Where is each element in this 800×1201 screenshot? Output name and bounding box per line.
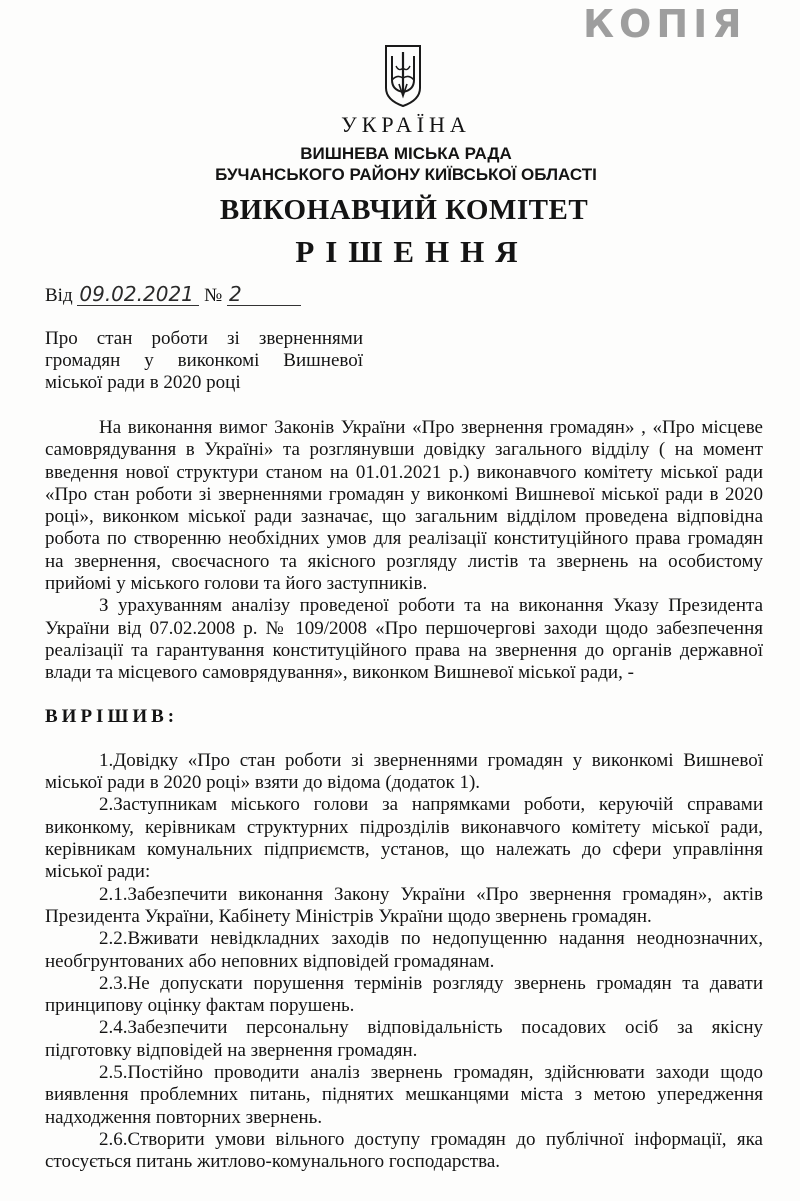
decision-item-2-3: 2.3.Не допускати порушення термінів розгляду звернень громадян та давати принципову оцінку фактам порушень. <box>45 972 763 1017</box>
subject-line: громадян у виконкомі Вишневої <box>45 350 363 371</box>
date-value: 09.02.2021 <box>77 283 199 306</box>
decision-item-2-6: 2.6.Створити умови вільного доступу громадян до публічної інформації, яка стосується питань житлово-комунального господарства. <box>45 1128 763 1173</box>
date-number-line <box>45 283 301 307</box>
date-label: Від <box>45 285 73 306</box>
document-body <box>45 417 763 1174</box>
number-label: № <box>204 285 223 306</box>
decision-item-2-2: 2.2.Вживати невідкладних заходів по недопущенню надання неоднозначних, необгрунтованих або неповних відповідей громадянам. <box>45 928 763 972</box>
decision-item-2-4: 2.4.Забезпечити персональну відповідальність посадових осіб за якісну підготовку відповідей на звернення громадян. <box>45 1017 763 1061</box>
council-name: ВИШНЕВА МІСЬКА РАДА <box>300 144 512 163</box>
council-heading <box>6 143 800 185</box>
subject-block <box>45 328 363 394</box>
decision-item-2: 2.Заступникам міського голови за напрямками роботи, керуючій справами виконкому, керівникам структурних підрозділів виконавчого комітету міської ради, керівникам комунальних підприємств, установ, що належать до сфери управління міської ради: <box>45 794 763 883</box>
decision-item-1: 1.Довідку «Про стан роботи зі зверненнями громадян у виконкомі Вишневої міської ради в 2020 році» взяти до відома (додаток 1). <box>45 749 763 794</box>
decision-item-2-5: 2.5.Постійно проводити аналіз звернень громадян, здійснювати заходи щодо виявлення проблемних питань, піднятих мешканцями міста з метою упередження надходження повторних звернень. <box>45 1062 763 1128</box>
subject-line: міської ради в 2020 році <box>45 372 241 393</box>
decision-title: РІШЕННЯ <box>295 234 529 269</box>
decision-item-2-1: 2.1.Забезпечити виконання Закону України «Про звернення громадян», актів Президента України, Кабінету Міністрів України щодо звернень громадян. <box>45 883 763 927</box>
number-value: 2 <box>227 283 301 306</box>
preamble-paragraph: На виконання вимог Законів України «Про звернення громадян» , «Про місцеве самоврядування в Україні» та розглянувши довідку загального відділу ( на момент введення нової структури станом на 01.01.2021 р.) виконавчого комітету міської ради «Про стан роботи зі зверненнями громадян у виконкомі Вишневої міської ради в 2020 році», виконком міської ради зазначає, що загальним відділом проведена відповідна робота по створенню необхідних умов для реалізації конституційного права громадян на звернення, своєчасного та якісного розгляду листів та звернень на особистому прийомі у міського голови та його заступників. <box>45 417 763 595</box>
subject-line: Про стан роботи зі зверненнями <box>45 328 363 349</box>
legal-basis-paragraph: З урахуванням аналізу проведеної роботи та на виконання Указу Президента України від 07.02.2008 р. № 109/2008 «Про першочергові заходи щодо забезпечення реалізації та гарантування конституційного права на звернення до органів державної влади та місцевого самоврядування», виконком Вишневої міської ради, - <box>45 595 763 684</box>
committee-heading: ВИКОНАВЧИЙ КОМІТЕТ <box>219 194 589 226</box>
council-district: БУЧАНСЬКОГО РАЙОНУ КИЇВСЬКОЇ ОБЛАСТІ <box>215 165 597 184</box>
copy-stamp: КОПІЯ <box>583 2 747 46</box>
country-heading: УКРАЇНА <box>341 112 471 137</box>
resolve-heading: ВИРІШИВ: <box>45 705 179 727</box>
trident-emblem-icon <box>383 44 423 108</box>
